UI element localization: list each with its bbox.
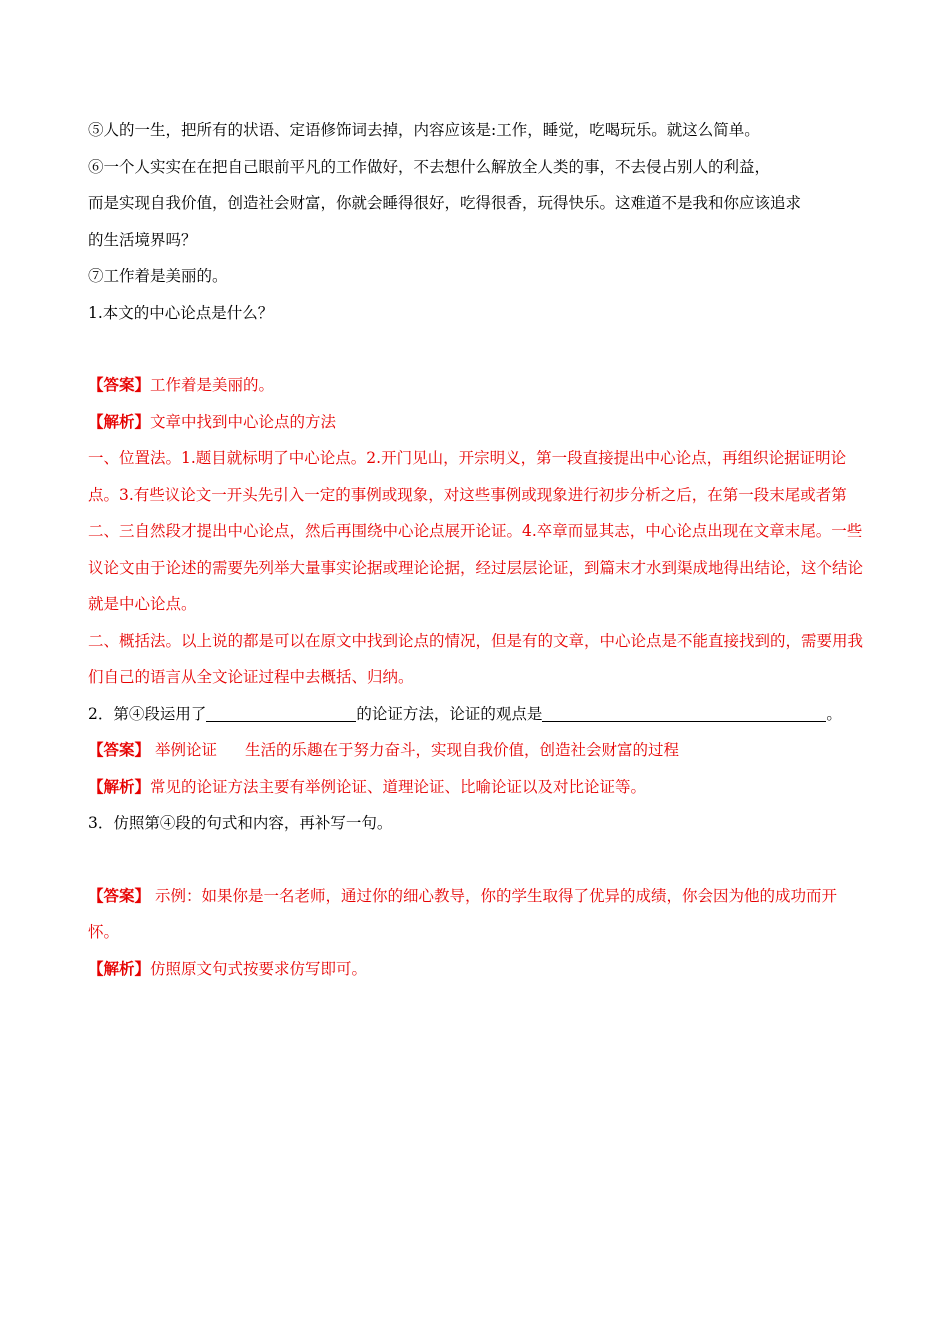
q2-text-part2: 的论证方法，论证的观点是 <box>356 704 543 723</box>
analysis-tag: 【解析】 <box>88 776 151 796</box>
q2-answer-viewpoint: 生活的乐趣在于努力奋斗，实现自我价值，创造社会财富的过程 <box>244 741 679 759</box>
q1-analysis <box>88 404 863 441</box>
q3-answer <box>88 878 863 951</box>
answer-tag: 【答案】 <box>88 375 151 394</box>
question-3: 3．仿照第④段的句式和内容，再补写一句。 <box>88 814 393 832</box>
q2-text-part1: 2．第④段运用了 <box>88 704 207 723</box>
question-1: 1.本文的中心论点是什么？ <box>88 303 274 322</box>
answer-tag: 【答案】 <box>88 740 151 759</box>
document-page <box>88 112 863 987</box>
q1-answer <box>88 367 863 404</box>
paragraph-6-line-3: 的生活境界吗？ <box>88 230 197 249</box>
q2-text-part3: 。 <box>826 704 842 723</box>
paragraph-7: ⑦工作着是美丽的。 <box>88 267 228 285</box>
q2-blank-method <box>206 703 356 722</box>
q2-blank-viewpoint <box>542 703 826 722</box>
q1-method-1: 一、位置法。1.题目就标明了中心论点。2.开门见山，开宗明义，第一段直接提出中心论点，再组织论据证明论点。3.有些议论文一开头先引入一定的事例或现象，对这些事例或现象进行初步分析之后，在第一段末尾或者第二、三自然段才提出中心论点，然后再围绕中心论点展开论证。4.卒章而显其志，中心论点出现在文章末尾。一些议论文由于论述的需要先列举大量事实论据或理论论据，经过层层论证，到篇末才水到渠成地得出结论，这个结论就是中心论点。 <box>88 449 864 613</box>
q2-analysis <box>88 769 863 806</box>
q2-analysis-text: 常见的论证方法主要有举例论证、道理论证、比喻论证以及对比论证等。 <box>150 777 647 796</box>
q1-analysis-title: 文章中找到中心论点的方法 <box>150 412 337 431</box>
answer-space <box>88 842 863 878</box>
question-2 <box>88 696 863 733</box>
q2-answer <box>88 732 863 769</box>
q3-analysis-text: 仿照原文句式按要求仿写即可。 <box>150 959 368 978</box>
q1-method-2: 二、概括法。以上说的都是可以在原文中找到论点的情况，但是有的文章，中心论点是不能直接找到的，需要用我们自己的语言从全文论证过程中去概括、归纳。 <box>88 631 864 686</box>
q2-answer-method: 举例论证 <box>154 741 217 759</box>
paragraph-5: ⑤人的一生，把所有的状语、定语修饰词去掉，内容应该是:工作，睡觉，吃喝玩乐。就这么简单。 <box>88 121 760 139</box>
analysis-tag: 【解析】 <box>88 958 151 978</box>
q1-answer-text: 工作着是美丽的。 <box>150 376 275 394</box>
analysis-tag: 【解析】 <box>88 411 151 431</box>
paragraph-6-line-1: ⑥一个人实实在在把自己眼前平凡的工作做好，不去想什么解放全人类的事，不去侵占别人的利益， <box>88 157 771 176</box>
q3-analysis <box>88 951 863 988</box>
answer-tag: 【答案】 <box>88 885 151 905</box>
q3-answer-text: 示例：如果你是一名老师，通过你的细心教导，你的学生取得了优异的成绩，你会因为他的成功而开怀。 <box>88 886 837 941</box>
paragraph-6-line-2: 而是实现自我价值，创造社会财富，你就会睡得很好，吃得很香，玩得快乐。这难道不是我和你应该追求 <box>88 194 802 212</box>
answer-space <box>88 331 863 367</box>
